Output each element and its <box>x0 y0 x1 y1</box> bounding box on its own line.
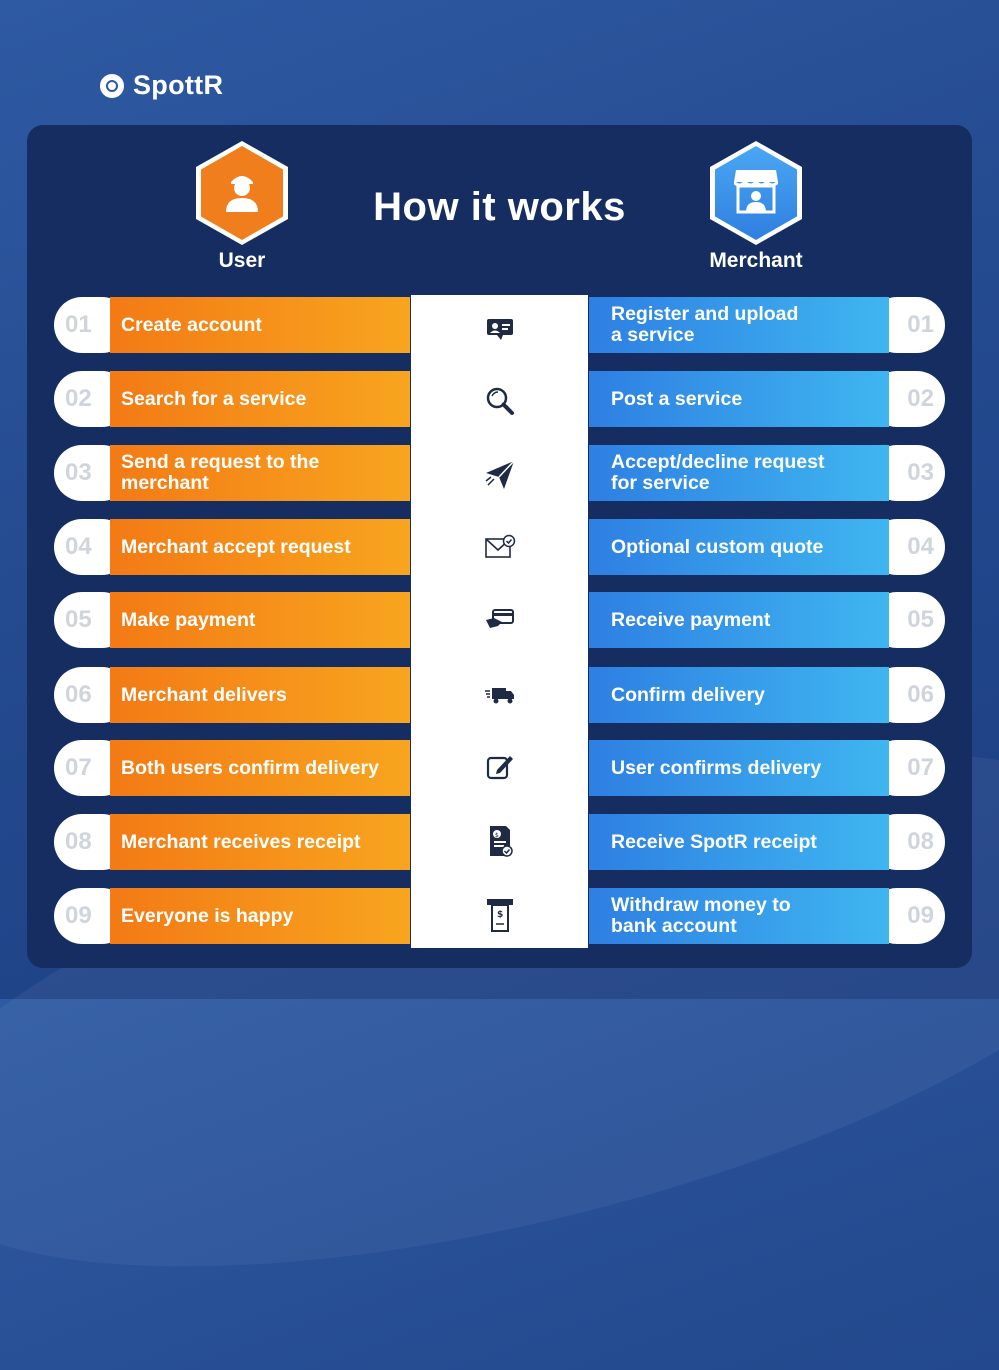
merchant-step-row <box>589 740 945 796</box>
merchant-step-number: 09 <box>869 888 945 944</box>
steps-icon-column <box>411 295 588 948</box>
merchant-step-row <box>589 592 945 648</box>
merchant-step-number: 07 <box>869 740 945 796</box>
user-step-number: 07 <box>54 740 130 796</box>
user-step-number: 08 <box>54 814 130 870</box>
merchant-step-number: 05 <box>869 592 945 648</box>
user-step-row <box>54 592 410 648</box>
user-step-label: Everyone is happy <box>110 888 410 944</box>
paper-plane-icon <box>411 455 588 495</box>
merchant-step-label: Accept/decline request for service <box>589 445 889 501</box>
receipt-icon <box>411 821 588 861</box>
merchant-step-row <box>589 371 945 427</box>
brand-logo <box>100 70 223 101</box>
merchant-step-label: Register and upload a service <box>589 297 889 353</box>
brand-name: SpottR <box>133 70 224 100</box>
merchant-step-label: Receive SpotR receipt <box>589 814 889 870</box>
user-step-number: 06 <box>54 667 130 723</box>
user-step-label: Send a request to the merchant <box>110 445 410 501</box>
merchant-step-label: Withdraw money to bank account <box>589 888 889 944</box>
user-step-label: Create account <box>110 297 410 353</box>
merchant-step-row <box>589 519 945 575</box>
user-step-number: 09 <box>54 888 130 944</box>
user-step-row <box>54 888 410 944</box>
user-step-row <box>54 519 410 575</box>
user-step-row <box>54 445 410 501</box>
user-step-row <box>54 740 410 796</box>
user-step-number: 03 <box>54 445 130 501</box>
edit-icon <box>411 747 588 787</box>
svg-text:$: $ <box>494 832 499 839</box>
merchant-step-row <box>589 445 945 501</box>
user-step-label: Merchant delivers <box>110 667 410 723</box>
delivery-truck-icon <box>411 675 588 715</box>
merchant-step-label: Confirm delivery <box>589 667 889 723</box>
search-icon <box>411 381 588 421</box>
merchant-step-number: 02 <box>869 371 945 427</box>
user-step-label: Search for a service <box>110 371 410 427</box>
svg-text:$: $ <box>496 910 503 920</box>
merchant-step-number: 03 <box>869 445 945 501</box>
cash-withdraw-icon <box>411 895 588 935</box>
user-step-label: Both users confirm delivery <box>110 740 410 796</box>
merchant-step-label: Receive payment <box>589 592 889 648</box>
user-step-row <box>54 297 410 353</box>
user-column-label: User <box>218 249 266 272</box>
page-title: How it works <box>373 185 626 229</box>
merchant-step-number: 04 <box>869 519 945 575</box>
user-step-number: 04 <box>54 519 130 575</box>
merchant-step-number: 08 <box>869 814 945 870</box>
merchant-step-row <box>589 888 945 944</box>
user-step-number: 05 <box>54 592 130 648</box>
merchant-step-label: Post a service <box>589 371 889 427</box>
user-step-label: Merchant accept request <box>110 519 410 575</box>
merchant-step-label: User confirms delivery <box>589 740 889 796</box>
merchant-step-row <box>589 814 945 870</box>
user-step-number: 01 <box>54 297 130 353</box>
user-step-row <box>54 667 410 723</box>
merchant-step-number: 06 <box>869 667 945 723</box>
merchant-step-row <box>589 667 945 723</box>
merchant-step-number: 01 <box>869 297 945 353</box>
target-logo-icon <box>100 74 124 98</box>
user-step-label: Make payment <box>110 592 410 648</box>
card-payment-icon <box>411 600 588 640</box>
user-step-number: 02 <box>54 371 130 427</box>
mail-check-icon <box>411 527 588 567</box>
merchant-step-label: Optional custom quote <box>589 519 889 575</box>
user-step-label: Merchant receives receipt <box>110 814 410 870</box>
user-step-row <box>54 814 410 870</box>
user-step-row <box>54 371 410 427</box>
merchant-step-row <box>589 297 945 353</box>
id-card-icon <box>411 309 588 349</box>
merchant-column-label: Merchant <box>709 249 803 272</box>
